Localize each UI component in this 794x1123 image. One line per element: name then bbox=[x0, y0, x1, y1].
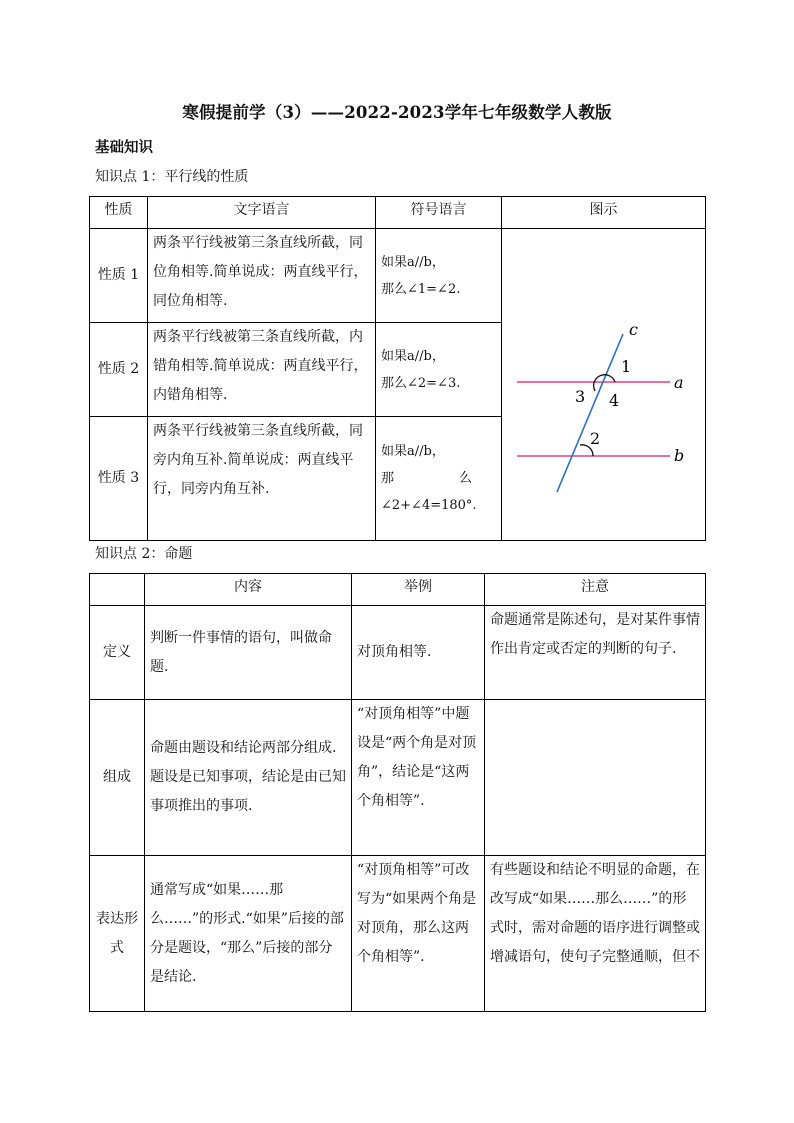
row-text-1: 两条平行线被第三条直线所截，同位角相等.简单说成：两直线平行，同位角相等. bbox=[148, 229, 376, 323]
kp1-heading: 知识点 1：平行线的性质 bbox=[95, 169, 249, 185]
row-definition: 定义 bbox=[90, 606, 145, 700]
header-text-language: 文字语言 bbox=[148, 197, 376, 229]
label-angle-1: 1 bbox=[621, 356, 632, 376]
row-symbol-2 bbox=[376, 323, 502, 417]
symbol-line: 如果a//b， bbox=[381, 444, 445, 459]
line-c bbox=[557, 334, 623, 492]
label-angle-2: 2 bbox=[590, 428, 601, 448]
label-angle-4: 4 bbox=[609, 390, 620, 410]
header-property: 性质 bbox=[90, 197, 148, 229]
row-expression-form: 表达形式 bbox=[90, 856, 145, 1012]
row-text-3: 两条平行线被第三条直线所截，同旁内角互补.简单说成：两直线平行，同旁内角互补. bbox=[148, 417, 376, 541]
expression-content: 通常写成“如果……那么……”的形式.“如果”后接的部分是题设，“那么”后接的部分是结论. bbox=[145, 856, 352, 1012]
section-heading: 基础知识 bbox=[95, 139, 153, 156]
header-symbol-language: 符号语言 bbox=[376, 197, 502, 229]
symbol-line: 如果a//b， bbox=[381, 348, 445, 364]
row-symbol-3 bbox=[376, 417, 502, 541]
header-content: 内容 bbox=[145, 574, 352, 606]
label-angle-3: 3 bbox=[575, 386, 586, 406]
row-name-1: 性质 1 bbox=[90, 229, 148, 323]
figure-svg bbox=[502, 230, 706, 540]
header-note: 注意 bbox=[485, 574, 706, 606]
symbol-line: 那么∠2=∠3. bbox=[381, 375, 461, 391]
proposition-table bbox=[89, 573, 706, 1012]
row-name-2: 性质 2 bbox=[90, 323, 148, 417]
label-a: a bbox=[674, 372, 684, 392]
symbol-line: 如果a//b， bbox=[381, 254, 445, 270]
composition-example: “对顶角相等”中题设是“两个角是对顶角”，结论是“这两个角相等”. bbox=[352, 700, 485, 856]
row-text-2: 两条平行线被第三条直线所截，内错角相等.简单说成：两直线平行，内错角相等. bbox=[148, 323, 376, 417]
expression-note: 有些题设和结论不明显的命题，在改写成“如果……那么……”的形式时，需对命题的语序进行调整或增减语句，使句子完整通顺，但不 bbox=[485, 856, 706, 1012]
expression-example: “对顶角相等”可改写为“如果两个角是对顶角，那么这两个角相等”. bbox=[352, 856, 485, 1012]
kp2-heading: 知识点 2：命题 bbox=[95, 546, 193, 562]
row-symbol-1 bbox=[376, 229, 502, 323]
label-c: c bbox=[629, 319, 638, 339]
header-example: 举例 bbox=[352, 574, 485, 606]
definition-content: 判断一件事情的语句，叫做命题. bbox=[145, 606, 352, 700]
definition-example: 对顶角相等. bbox=[352, 606, 485, 700]
composition-note bbox=[485, 700, 706, 856]
symbol-line: ∠2+∠4=180°. bbox=[381, 498, 477, 513]
header-diagram: 图示 bbox=[502, 197, 706, 229]
header-blank bbox=[90, 574, 145, 606]
composition-content: 命题由题设和结论两部分组成.题设是已知事项，结论是由已知事项推出的事项. bbox=[145, 700, 352, 856]
definition-note: 命题通常是陈述句，是对某件事情作出肯定或否定的判断的句子. bbox=[485, 606, 706, 700]
parallel-lines-figure bbox=[502, 229, 706, 541]
symbol-line: 那么∠1=∠2. bbox=[381, 281, 461, 297]
parallel-properties-table bbox=[89, 196, 706, 541]
symbol-line: 那 么 bbox=[381, 471, 473, 486]
label-b: b bbox=[674, 445, 685, 465]
page-title: 寒假提前学（3）——2022-2023学年七年级数学人教版 bbox=[182, 103, 612, 122]
row-name-3: 性质 3 bbox=[90, 417, 148, 541]
row-composition: 组成 bbox=[90, 700, 145, 856]
